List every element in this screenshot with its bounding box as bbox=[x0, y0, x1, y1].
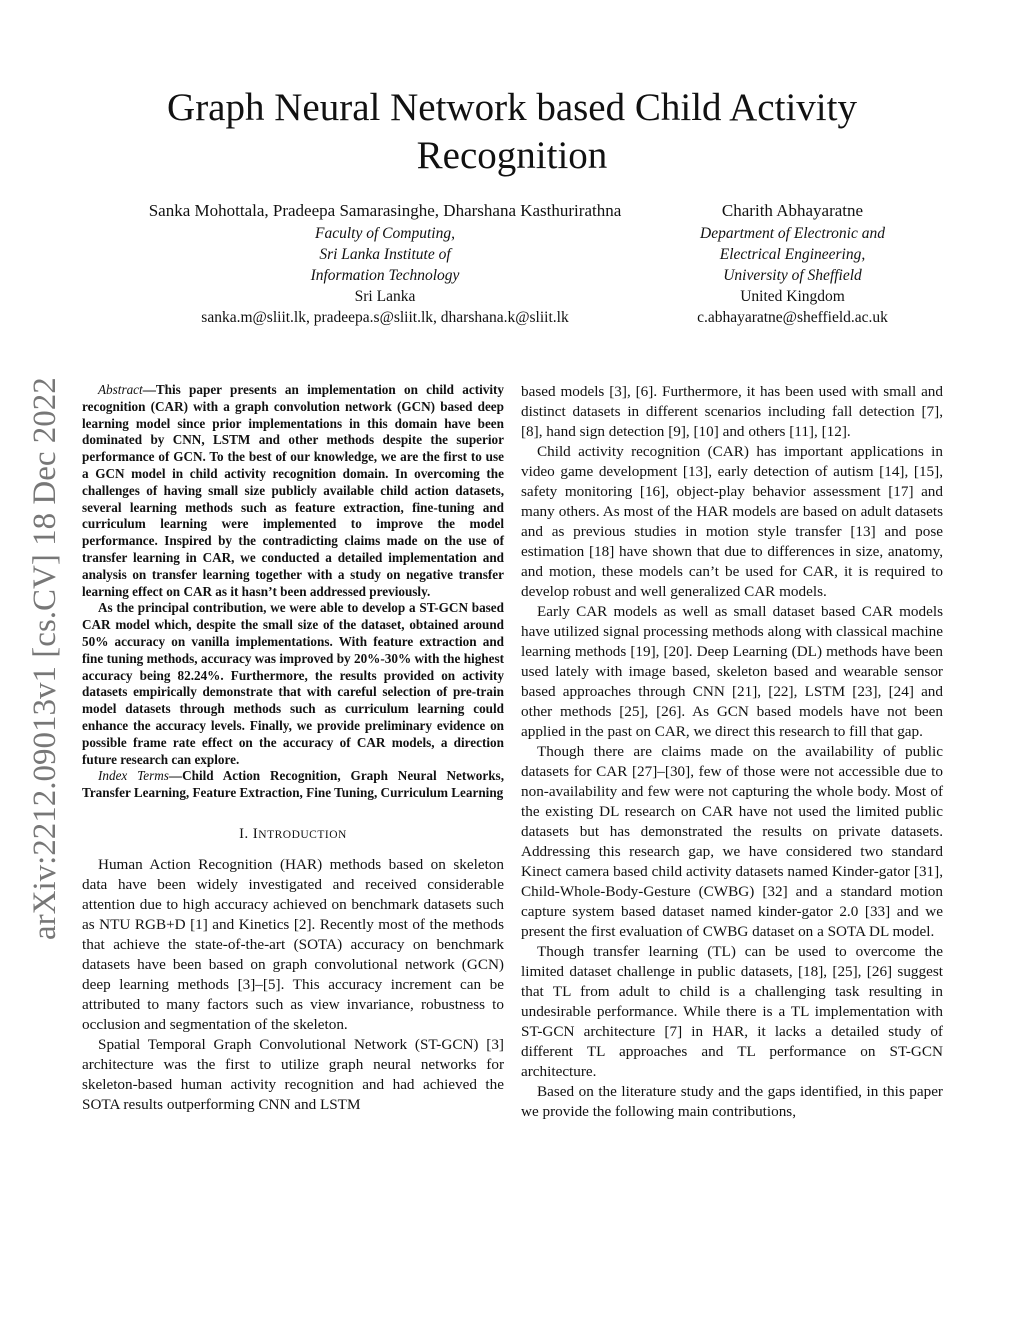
index-terms-label: Index Terms bbox=[98, 768, 169, 784]
body-paragraph: Based on the literature study and the gaps identified, in this paper we provide the following main contributions, bbox=[521, 1083, 943, 1120]
author-country: Sri Lanka bbox=[354, 288, 416, 305]
abstract-paragraph bbox=[82, 382, 504, 600]
author-email: sanka.m@sliit.lk, pradeepa.s@sliit.lk, dharshana.k@sliit.lk bbox=[201, 309, 569, 326]
left-column bbox=[82, 382, 504, 1115]
body-paragraph: Human Action Recognition (HAR) methods based on skeleton data have been widely investigated and received considerable attention due to high accuracy achieved on benchmark datasets such as NTU RGB+D [1] and Kinetics [2]. Recently most of the methods that achieve the state-of-the-art (SOTA) accuracy on benchmark datasets have been based on graph convolutional network (GCN) deep learning methods [3]–[5]. This accuracy increment can be attributed to many factors such as view invariance, robustness to occlusion and segmentation of the skeleton. bbox=[82, 855, 504, 1033]
section-heading bbox=[82, 824, 504, 845]
body-paragraph: Early CAR models as well as small dataset based CAR models have utilized signal processing methods along with classical machine learning methods [19], [20]. Deep Learning (DL) methods have been used lately with image based, skeleton based and wearable sensor based approaches through CNN [21], [22], LSTM [23], [24] and other methods [25], [26]. As GCN based models have not been applied in the past on CAR, we direct this research to fill that gap. bbox=[521, 603, 943, 740]
affiliation-line: Information Technology bbox=[310, 267, 460, 284]
arxiv-stamp: arXiv:2212.09013v1 [cs.CV] 18 Dec 2022 bbox=[27, 377, 63, 940]
author-email: c.abhayaratne@sheffield.ac.uk bbox=[697, 309, 888, 326]
author-block-1 bbox=[100, 200, 670, 328]
affiliation-line: Department of Electronic and bbox=[700, 225, 885, 242]
index-terms-text: —Child Action Recognition, Graph Neural Networks, Transfer Learning, Feature Extraction, Fine Tuning, Curriculum Learning bbox=[82, 768, 504, 801]
paper-title: Graph Neural Network based Child Activity Recognition bbox=[167, 86, 857, 177]
affiliation-line: Sri Lanka Institute of bbox=[319, 246, 451, 263]
right-column bbox=[521, 382, 943, 1122]
author-names: Charith Abhayaratne bbox=[721, 201, 864, 220]
body-paragraph: Though there are claims made on the availability of public datasets for CAR [27]–[30], few of those were not accessible due to non-availability and few were not capturing the whole body. Most of the existing DL research on CAR have not used the limited public datasets but has demonstrated the results on private datasets. Addressing this research gap, we have considered two standard Kinect camera based child activity datasets named Kinder-gator [31], Child-Whole-Body-Gesture (CWBG) [32] and a standard motion capture system based dataset named kinder-gator 2.0 [33] and we present the first evaluation of CWBG dataset on a SOTA DL model. bbox=[521, 743, 943, 940]
index-terms bbox=[82, 768, 504, 802]
section-number: I. bbox=[239, 825, 249, 842]
section-title-rest: NTRODUCTION bbox=[258, 828, 347, 841]
body-paragraph: Child activity recognition (CAR) has important applications in video game development [13], early detection of autism [14], [15], safety monitoring [16], object-play behavior assessment [17] and many others. As most of the HAR models are based on adult datasets and as previous studies in motion style transfer [13] and pose estimation [18] have shown that due to differences in size, anatomy, and motion, these models can’t be used for CAR, it is required to develop robust and well generalized CAR models. bbox=[521, 443, 943, 600]
body-paragraph: Spatial Temporal Graph Convolutional Network (ST-GCN) [3] architecture was the first to utilize graph neural networks for skeleton-based human activity recognition and had achieved the SOTA results outperforming CNN and LSTM bbox=[82, 1035, 504, 1113]
author-names: Sanka Mohottala, Pradeepa Samarasinghe, Dharshana Kasthurirathna bbox=[148, 201, 622, 220]
section-initial: I bbox=[252, 825, 259, 842]
author-block-2 bbox=[660, 200, 925, 328]
abstract-paragraph-2: As the principal contribution, we were able to develop a ST-GCN based CAR model which, despite the small size of the dataset, obtained around 50% accuracy on vanilla implementations. With feature extraction and fine tuning methods, accuracy was improved by 20%-30% with the highest accuracy being 82.24%. Furthermore, the results provided on activity datasets empirically demonstrate that with careful selection of pre-train model datasets through methods such as curriculum learning could enhance the accuracy levels. Finally, we provide preliminary evidence on possible frame rate effect on the accuracy of CAR models, a direction future research can explore. bbox=[82, 600, 504, 767]
abstract-text: —This paper presents an implementation on child activity recognition (CAR) with a graph convolution network (GCN) based deep learning model since prior implementations in this domain have been dominated by CNN, LSTM and other methods despite the superior performance of GCN. To the best of our knowledge, we are the first to use a GCN model in child activity recognition domain. In overcoming the challenges of having small size publicly available child action datasets, several learning methods such as feature extraction, fine-tuning and curriculum learning were implemented to improve the model performance. Inspired by the contradicting claims made on the use of transfer learning in CAR, we conducted a detailed implementation and analysis on transfer learning together with a study on negative transfer learning effect on CAR as it hasn’t been addressed previously. bbox=[82, 382, 504, 599]
author-country: United Kingdom bbox=[740, 288, 845, 305]
affiliation-line: University of Sheffield bbox=[723, 267, 862, 284]
abstract-label: Abstract bbox=[98, 382, 143, 397]
affiliation-line: Faculty of Computing, bbox=[315, 225, 455, 242]
body-paragraph: Though transfer learning (TL) can be used to overcome the limited dataset challenge in public datasets, [18], [25], [26] suggest that TL from adult to child is a challenging task resulting in undesirable performance. While there is a TL implementation with ST-GCN architecture [7] in HAR, it lacks a detailed study of different TL approaches and TL performance on ST-GCN architecture. bbox=[521, 943, 943, 1080]
body-paragraph: based models [3], [6]. Furthermore, it has been used with small and distinct datasets in different scenarios including fall detection [7], [8], hand sign detection [9], [10] and others [11], [12]. bbox=[521, 383, 943, 440]
affiliation-line: Electrical Engineering, bbox=[719, 246, 866, 263]
